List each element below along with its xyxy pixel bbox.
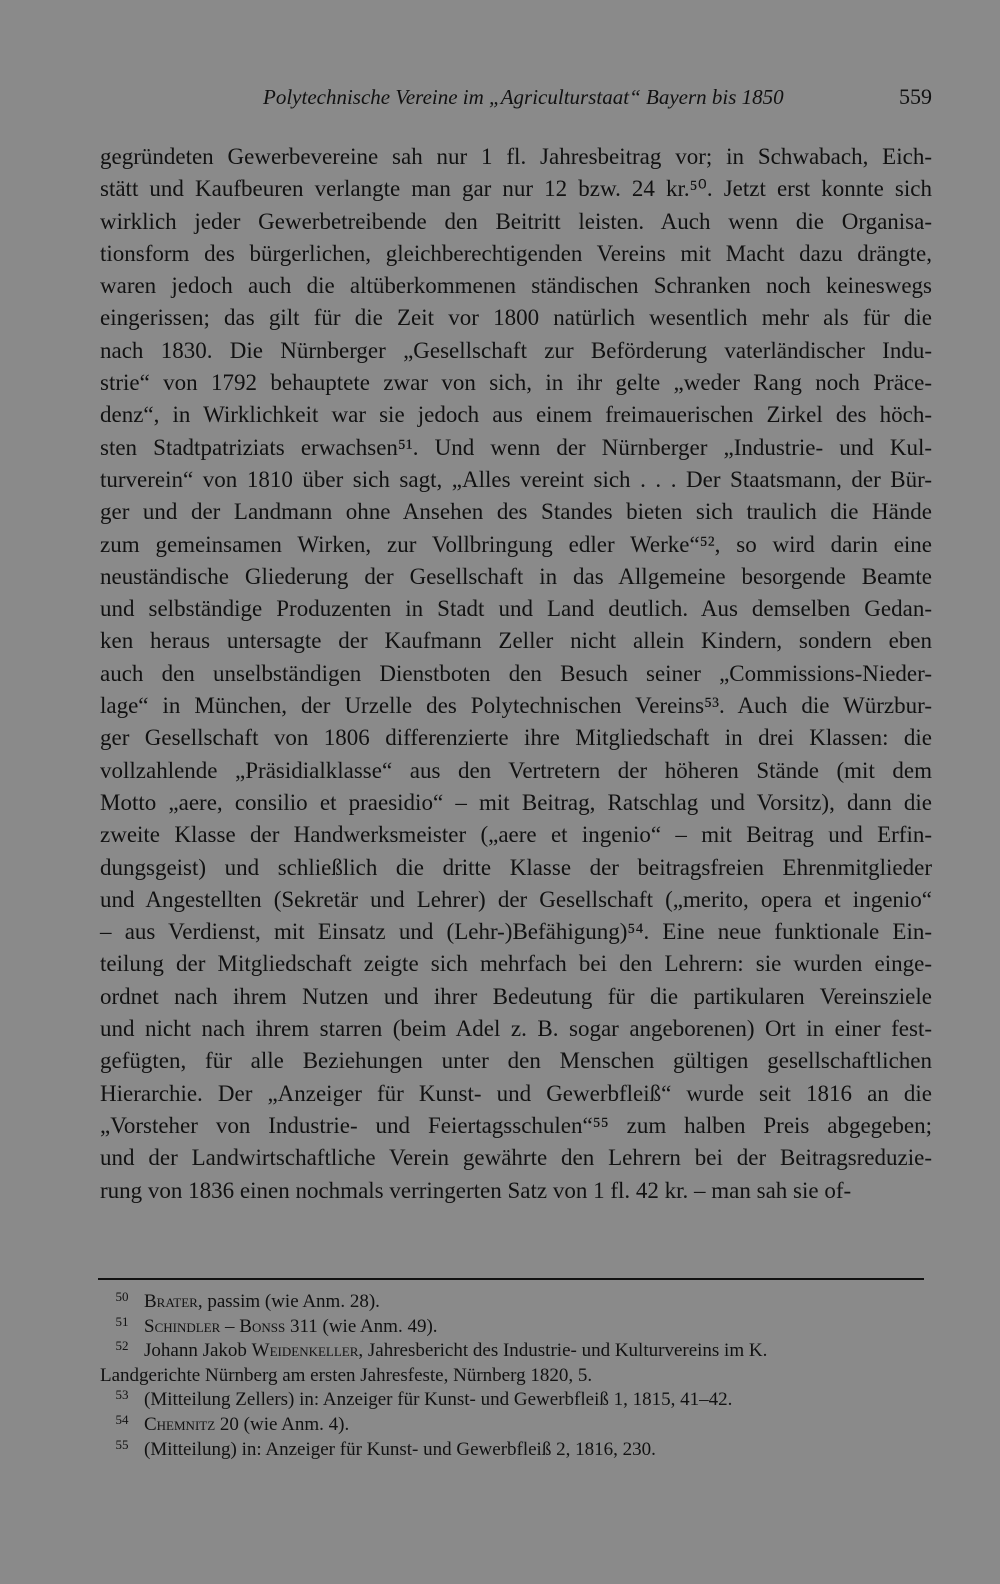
footnote-text: , Jahresbericht des Industrie- und Kulturvereins im K. (358, 1340, 768, 1362)
footnote (100, 1290, 932, 1315)
footnote-author: Weidenkeller (251, 1340, 359, 1362)
footnote-number: 51 (115, 1313, 129, 1329)
footnote-author: Schindler – Bonss (144, 1315, 286, 1337)
text-line: auch den unselbständigen Dienstboten den Besuch seiner „Commissions-Nieder- (100, 660, 932, 686)
text-line: zum gemeinsamen Wirken, zur Vollbringung edler Werke“⁵², so wird darin eine (100, 531, 932, 557)
footnote-number: 55 (115, 1436, 129, 1452)
text-line: neuständische Gliederung der Gesellschaft in das Allgemeine besorgende Beamte (100, 563, 932, 589)
text-line: wirklich jeder Gewerbetreibende den Beitritt leisten. Auch wenn die Organisa- (100, 208, 932, 234)
page-header (100, 82, 932, 118)
text-line: ordnet nach ihrem Nutzen und ihrer Bedeutung für die partikularen Vereinsziele (100, 983, 932, 1009)
footnote-text: (Mitteilung) in: Anzeiger für Kunst- und Gewerbfleiß 2, 1816, 230. (144, 1438, 656, 1460)
footnote-author: Chemnitz (144, 1413, 216, 1435)
body-text (100, 141, 932, 1207)
footnote (100, 1388, 932, 1413)
text-line: denz“, in Wirklichkeit war sie jedoch aus einem freimauerischen Zirkel des höch- (100, 402, 932, 428)
footnote-text: 20 (wie Anm. 4). (215, 1413, 350, 1435)
footnote-text: , passim (wie Anm. 28). (197, 1291, 380, 1312)
text-line: turverein“ von 1810 über sich sagt, „Alles vereint sich . . . Der Staatsmann, der Bür- (100, 466, 932, 492)
text-line: „Vorsteher von Industrie- und Feiertagsschulen“⁵⁵ zum halben Preis abgegeben; (100, 1112, 932, 1138)
footnote-prefix: Johann Jakob (144, 1340, 252, 1362)
text-line: und selbständige Produzenten in Stadt und Land deutlich. Aus demselben Gedan- (100, 596, 932, 622)
text-line: nach 1830. Die Nürnberger „Gesellschaft zur Beförderung vaterländischer Indu- (100, 337, 932, 363)
text-line: vollzahlende „Präsidialklasse“ aus den Vertretern der höheren Stände (mit dem (100, 757, 932, 783)
text-line: und Angestellten (Sekretär und Lehrer) der Gesellschaft („merito, opera et ingenio“ (100, 886, 932, 912)
text-line: und nicht nach ihrem starren (beim Adel z. B. sogar angeborenen) Ort in einer fest- (100, 1016, 932, 1042)
text-line: ken heraus untersagte der Kaufmann Zeller nicht allein Kindern, sondern eben (100, 628, 932, 654)
footnote-number: 52 (115, 1338, 129, 1354)
footnote-number: 54 (115, 1411, 129, 1427)
text-line: ger und der Landmann ohne Ansehen des Standes bieten sich traulich die Hände (100, 499, 932, 525)
text-line: eingerissen; das gilt für die Zeit vor 1800 natürlich wesentlich mehr als für die (100, 305, 932, 331)
text-line: lage“ in München, der Urzelle des Polytechnischen Vereins⁵³. Auch die Würzbur- (100, 693, 932, 719)
text-line: strie“ von 1792 behauptete zwar von sich, in ihr gelte „weder Rang noch Präce- (100, 370, 932, 396)
text-line: dungsgeist) und schließlich die dritte Klasse der beitragsfreien Ehrenmitglieder (100, 854, 932, 880)
footnote-text: 311 (wie Anm. 49). (285, 1315, 438, 1337)
text-line: gegründeten Gewerbevereine sah nur 1 fl. Jahresbeitrag vor; in Schwabach, Eich- (100, 144, 932, 169)
footnote-continuation: Landgerichte Nürnberg am ersten Jahresfeste, Nürnberg 1820, 5. (100, 1364, 593, 1386)
text-line: zweite Klasse der Handwerksmeister („aere et ingenio“ – mit Beitrag und Erfin- (100, 822, 932, 848)
footnote (100, 1339, 932, 1364)
text-line: und der Landwirtschaftliche Verein gewährte den Lehrern bei der Beitragsreduzie- (100, 1145, 932, 1171)
footnote (100, 1438, 932, 1463)
text-line: gefügten, für alle Beziehungen unter den Menschen gültigen gesellschaftlichen (100, 1048, 932, 1074)
text-line: tionsform des bürgerlichen, gleichberechtigenden Vereins mit Macht dazu drängte, (100, 240, 932, 266)
footnote-number: 53 (115, 1387, 129, 1403)
text-line: Motto „aere, consilio et praesidio“ – mit Beitrag, Ratschlag und Vorsitz), dann die (100, 789, 932, 815)
text-line: stätt und Kaufbeuren verlangte man gar nur 12 bzw. 24 kr.⁵⁰. Jetzt erst konnte sich (100, 176, 932, 202)
text-line: ger Gesellschaft von 1806 differenzierte ihre Mitgliedschaft in drei Klassen: die (100, 725, 932, 751)
text-line: Hierarchie. Der „Anzeiger für Kunst- und Gewerbfleiß“ wurde seit 1816 an die (100, 1080, 932, 1106)
footnote-number: 50 (115, 1289, 129, 1304)
text-line: waren jedoch auch die altüberkommenen ständischen Schranken noch keineswegs (100, 273, 932, 299)
running-title: Polytechnische Vereine im „Agriculturstaat“ Bayern bis 1850 (263, 85, 784, 109)
page-number: 559 (899, 84, 932, 109)
footnote-author: Brater (144, 1291, 198, 1312)
text-line: teilung der Mitgliedschaft zeigte sich mehrfach bei den Lehrern: sie wurden einge- (100, 951, 932, 977)
footnote-rule (98, 1278, 924, 1280)
footnotes (100, 1290, 932, 1462)
text-line: rung von 1836 einen nochmals verringerten Satz von 1 fl. 42 kr. – man sah sie of- (100, 1177, 852, 1203)
text-line: sten Stadtpatriziats erwachsen⁵¹. Und wenn der Nürnberger „Industrie- und Kul- (100, 434, 932, 460)
footnote (100, 1413, 932, 1438)
text-line: – aus Verdienst, mit Einsatz und (Lehr-)Befähigung)⁵⁴. Eine neue funktionale Ein- (100, 919, 932, 945)
footnote-text: (Mitteilung Zellers) in: Anzeiger für Kunst- und Gewerbfleiß 1, 1815, 41–42. (144, 1389, 733, 1411)
footnote (100, 1315, 932, 1340)
